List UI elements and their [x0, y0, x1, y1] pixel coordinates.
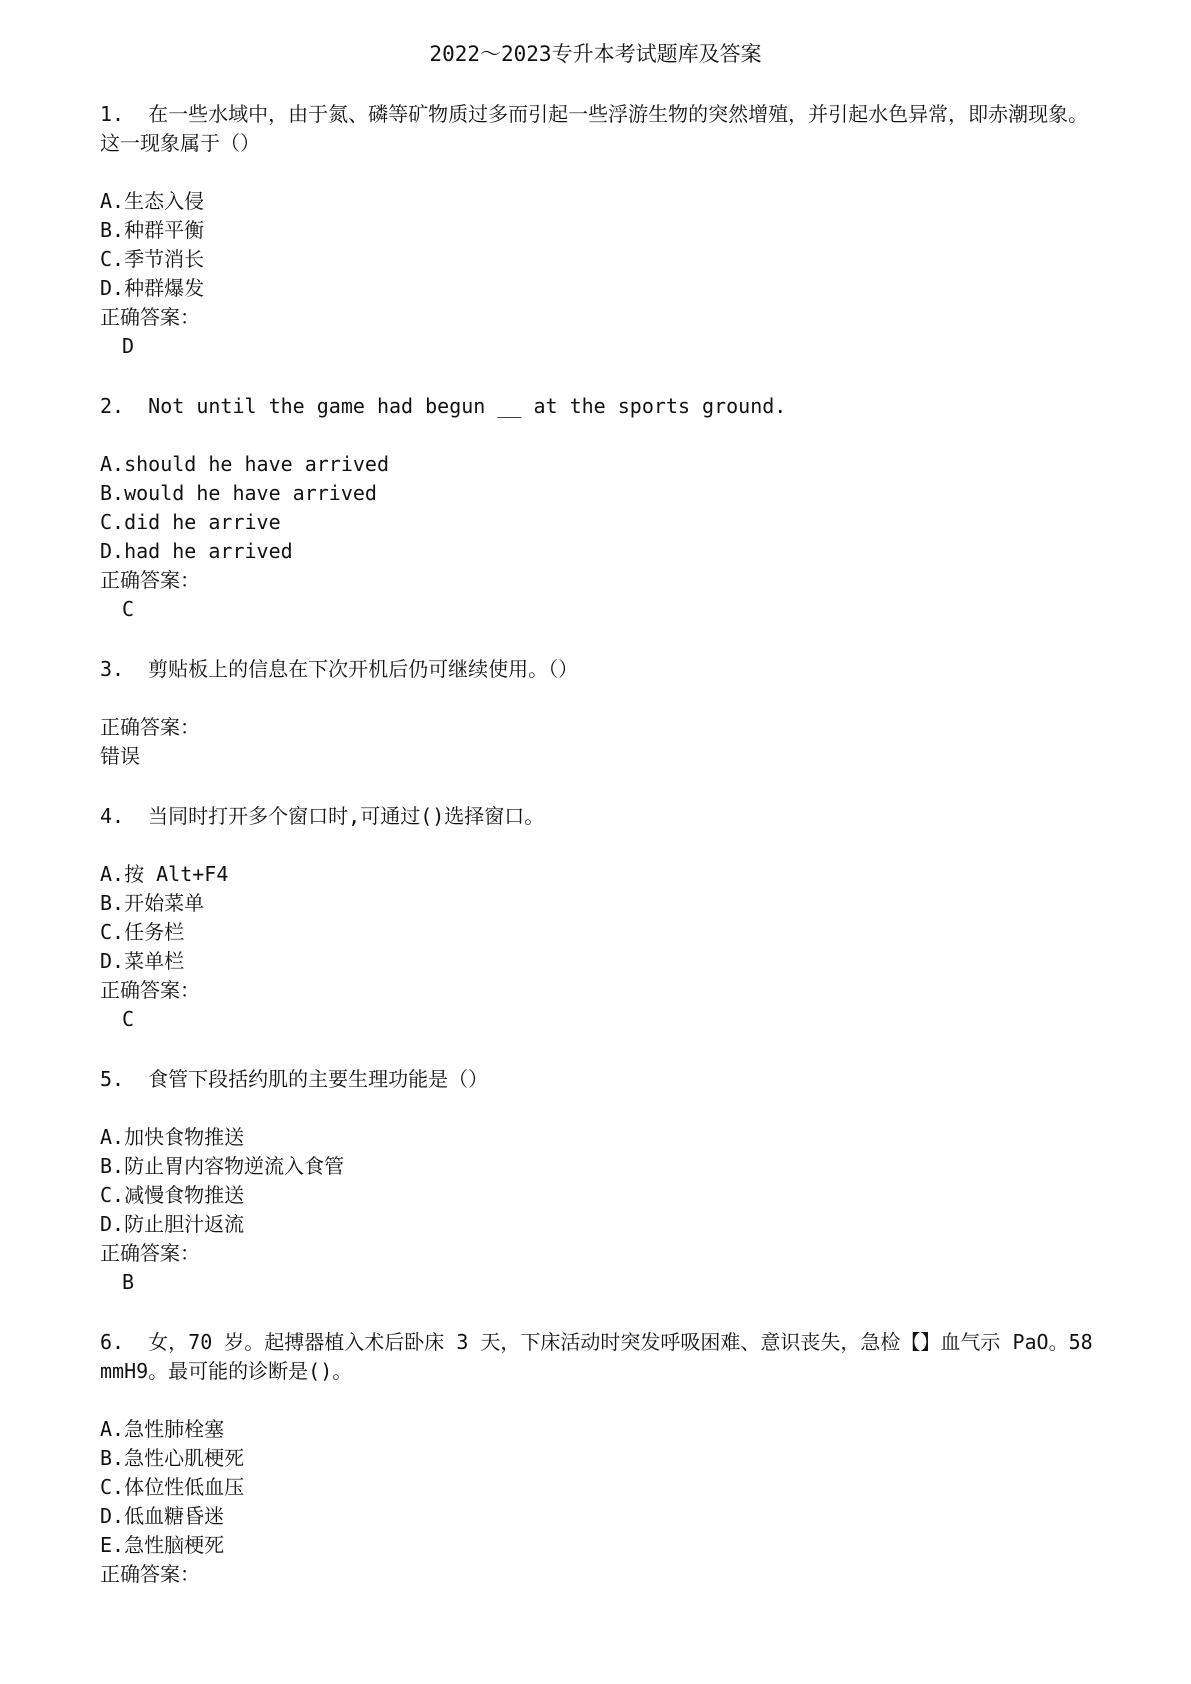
- option-b: B.开始菜单: [100, 891, 205, 915]
- option-d: D.had he arrived: [100, 539, 293, 563]
- option-a: A.should he have arrived: [100, 452, 389, 476]
- option-c: C.体位性低血压: [100, 1475, 245, 1499]
- option-a: A.急性肺栓塞: [100, 1417, 225, 1441]
- option-b: B.急性心肌梗死: [100, 1446, 245, 1470]
- answer-value: B: [122, 1270, 135, 1294]
- option-c: C.季节消长: [100, 247, 205, 271]
- answer-value: D: [122, 334, 135, 358]
- option-d: D.种群爆发: [100, 276, 205, 300]
- option-b: B.would he have arrived: [100, 481, 377, 505]
- question-stem: 6. 女，70 岁。起搏器植入术后卧床 3 天，下床活动时突发呼吸困难、意识丧失，急检【】血气示 PaO。58mmH9。最可能的诊断是()。: [100, 1330, 1093, 1383]
- option-a: A.加快食物推送: [100, 1125, 245, 1149]
- option-a: A.生态入侵: [100, 189, 205, 213]
- option-b: B.防止胃内容物逆流入食管: [100, 1154, 345, 1178]
- question-4: [100, 802, 1100, 1034]
- option-d: D.低血糖昏迷: [100, 1504, 225, 1528]
- answer-label: 正确答案：: [100, 1562, 200, 1586]
- option-list: [100, 1123, 1100, 1239]
- question-stem: 5. 食管下段括约肌的主要生理功能是（）: [100, 1067, 489, 1091]
- question-2: [100, 392, 1100, 624]
- option-c: C.任务栏: [100, 920, 185, 944]
- option-b: B.种群平衡: [100, 218, 205, 242]
- question-3: [100, 655, 1100, 771]
- answer-label: 正确答案：: [100, 305, 200, 329]
- answer-value: C: [122, 1007, 135, 1031]
- option-a: A.按 Alt+F4: [100, 862, 229, 886]
- question-list: [100, 100, 1100, 1589]
- question-stem: 3. 剪贴板上的信息在下次开机后仍可继续使用。（）: [100, 657, 579, 681]
- option-list: [100, 1415, 1100, 1560]
- question-stem: 4. 当同时打开多个窗口时,可通过()选择窗口。: [100, 804, 545, 828]
- option-e: E.急性脑梗死: [100, 1533, 225, 1557]
- answer-label: 正确答案：: [100, 978, 200, 1002]
- answer-label: 正确答案：: [100, 715, 200, 739]
- option-c: C.did he arrive: [100, 510, 281, 534]
- option-list: [100, 860, 1100, 976]
- answer-value: 错误: [100, 744, 140, 768]
- option-d: D.防止胆汁返流: [100, 1212, 245, 1236]
- option-d: D.菜单栏: [100, 949, 185, 973]
- question-6: [100, 1328, 1100, 1589]
- question-1: [100, 100, 1100, 361]
- option-c: C.减慢食物推送: [100, 1183, 245, 1207]
- question-stem: 1. 在一些水域中，由于氮、磷等矿物质过多而引起一些浮游生物的突然增殖，并引起水色异常，即赤潮现象。这一现象属于（）: [100, 102, 1089, 155]
- question-stem: 2. Not until the game had begun __ at the sports ground.: [100, 394, 787, 418]
- option-list: [100, 450, 1100, 566]
- answer-value: C: [122, 597, 135, 621]
- page-title: 2022～2023专升本考试题库及答案: [429, 42, 762, 66]
- answer-label: 正确答案：: [100, 1241, 200, 1265]
- question-5: [100, 1065, 1100, 1297]
- option-list: [100, 187, 1100, 303]
- answer-label: 正确答案：: [100, 568, 200, 592]
